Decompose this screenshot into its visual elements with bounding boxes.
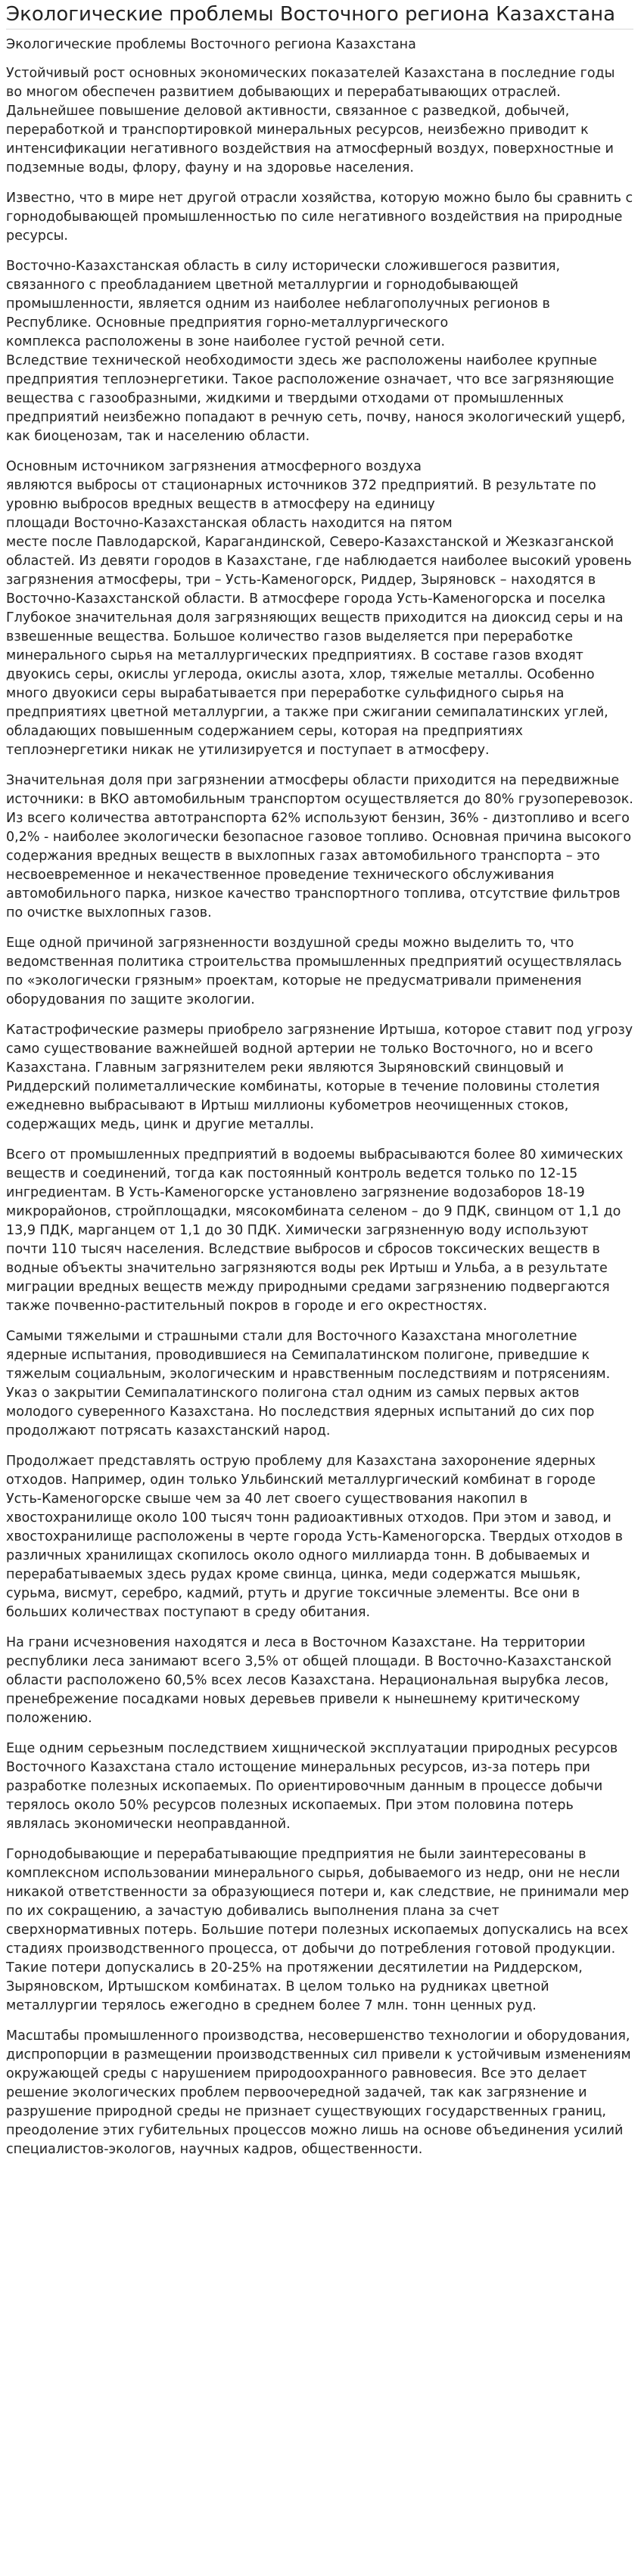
paragraph-5: Значительная доля при загрязнении атмосферы области приходится на передвижные источники: в ВКО автомобильным транспортом осуществляется до 80% грузоперевозок. Из всего количества автотранспорта 62% используют бензин, 36% - дизтопливо и всего 0,2% - наиболее экологически безопасное газовое топливо. Основная причина высокого содержания вредных веществ в выхлопных газах автомобильного транспорта – это несвоевременное и некачественное проведение технического обслуживания автомобильного парка, низкое качество транспортного топлива, отсутствие фильтров по очистке выхлопных газов. [6,773,633,920]
paragraph-8: Всего от промышленных предприятий в водоемы выбрасываются более 80 химических веществ и соединений, тогда как постоянный контроль ведется только по 12-15 ингредиентам. В Усть-Каменогорске установлено загрязнение водозаборов 18-19 микрорайонов, стройплощадки, мясокомбината селеном – до 9 ПДК, свинцом от 1,1 до 13,9 ПДК, марганцем от 1,1 до 30 ПДК. Химически загрязненную воду используют почти 110 тысяч населения. Вследствие выбросов и сбросов токсических веществ в водные объекты значительно загрязняются воды рек Иртыш и Ульба, а в результате миграции вредных веществ между природными средами загрязнению подвергаются также почвенно-растительный покров в городе и его окрестностях. [6,1147,624,1314]
paragraph-3: Восточно-Казахстанская область в силу исторически сложившегося развития, связанного с преобладанием цветной металлургии и горнодобывающей промышленности, является одним из наиболее неблагополучных регионов в Республике. Основные предприятия горно-металлургического комплекса расположены в зоне наиболее густой речной сети. Вследствие технической необходимости здесь же расположены наиболее крупные предприятия теплоэнергетики. Такое расположение означает, что все загрязняющие вещества с газообразными, жидкими и твердыми отходами от промышленных предприятий неизбежно попадают в речную сеть, почву, нанося экологический ущерб, как биоценозам, так и населению области. [6,259,626,444]
page-title: Экологические проблемы Восточного региона Казахстана [6,2,633,29]
paragraph-11: На грани исчезновения находятся и леса в Восточном Казахстане. На территории республики леса занимают всего 3,5% от общей площади. В Восточно-Казахстанской области расположено 60,5% всех лесов Казахстана. Нерациональная вырубка лесов, пренебрежение посадками новых деревьев привели к нынешнему критическому положению. [6,1635,612,1726]
article-body [6,64,633,2159]
article-subtitle: Экологические проблемы Восточного региона Казахстана [6,37,416,52]
paragraph-12: Еще одним серьезным последствием хищнической эксплуатации природных ресурсов Восточного Казахстана стало истощение минеральных ресурсов, из-за потерь при разработке полезных ископаемых. По ориентировочным данным в процессе добычи терялось около 50% ресурсов полезных ископаемых. При этом половина потерь являлась экономически неоправданной. [6,1741,618,1832]
paragraph-6: Еще одной причиной загрязненности воздушной среды можно выделить то, что ведомственная политика строительства промышленных предприятий осуществлялась по «экологически грязным» проектам, которые не предусматривали применения оборудования по защите экологии. [6,936,622,1007]
paragraph-9: Самыми тяжелыми и страшными стали для Восточного Казахстана многолетние ядерные испытания, проводившиеся на Семипалатинском полигоне, приведшие к тяжелым социальным, экологическим и нравственным последствиям и потрясениям. Указ о закрытии Семипалатинского полигона стал одним из самых первых актов молодого суверенного Казахстана. Но последствия ядерных испытаний до сих пор продолжают потрясать казахстанский народ. [6,1329,611,1439]
paragraph-4: Основным источником загрязнения атмосферного воздуха являются выбросы от стационарных источников 372 предприятий. В результате по уровню выбросов вредных веществ в атмосферу на единицу площади Восточно-Казахстанская область находится на пятом месте после Павлодарской, Карагандинской, Северо-Казахстанской и Жезказганской областей. Из девяти городов в Казахстане, где наблюдается наиболее высокий уровень загрязнения атмосферы, три – Усть-Каменогорск, Риддер, Зыряновск – находятся в Восточно-Казахстанской области. В атмосфере города Усть-Каменогорска и поселка Глубокое значительная доля загрязняющих веществ приходится на диоксид серы и на взвешенные вещества. Большое количество газов выделяется при переработке минерального сырья на металлургических предприятиях. В составе газов входят двуокись серы, окислы углерода, окислы азота, хлор, тяжелые металлы. Особенно много двуокиси серы вырабатывается при переработке сульфидного сырья на предприятиях цветной металлургии, а также при сжигании семипалатинских углей, обладающих повышенным содержанием серы, которая на предприятиях теплоэнергетики никак не утилизируется и поступает в атмосферу. [6,459,632,758]
article [0,2,641,2159]
paragraph-2: Известно, что в мире нет другой отрасли хозяйства, которую можно было бы сравнить с горнодобывающей промышленностью по силе негативного воздействия на природные ресурсы. [6,191,633,244]
paragraph-14: Масштабы промышленного производства, несовершенство технологии и оборудования, диспропорции в размещении производственных сил привели к устойчивым изменениям окружающей среды с нарушением природоохранного равновесия. Все это делает решение экологических проблем первоочередной задачей, так как загрязнение и разрушение природной среды не признает существующих государственных границ, преодоление этих губительных процессов можно лишь на основе объединения усилий специалистов-экологов, научных кадров, общественности. [6,2028,631,2157]
paragraph-13: Горнодобывающие и перерабатывающие предприятия не были заинтересованы в комплексном использовании минерального сырья, добываемого из недр, они не несли никакой ответственности за образующиеся потери и, как следствие, не принимали мер по их сокращению, а зачастую добивались выполнения плана за счет сверхнормативных потерь. Большие потери полезных ископаемых допускались на всех стадиях производственного процесса, от добычи до потребления готовой продукции. Такие потери допускались в 20-25% на протяжении десятилетии на Риддерском, Зыряновском, Иртышском комбинатах. В целом только на рудниках цветной металлургии терялось ежегодно в среднем более 7 млн. тонн ценных руд. [6,1847,630,2013]
paragraph-10: Продолжает представлять острую проблему для Казахстана захоронение ядерных отходов. Например, один только Ульбинский металлургический комбинат в городе Усть-Каменогорске свыше чем за 40 лет своего существования накопил в хвостохранилище около 100 тысяч тонн радиоактивных отходов. При этом и завод, и хвостохранилище расположены в черте города Усть-Каменогорска. Твердых отходов в различных хранилищах скопилось около одного миллиарда тонн. В добываемых и перерабатываемых здесь рудах кроме свинца, цинка, меди содержатся мышьяк, сурьма, висмут, серебро, кадмий, ртуть и другие токсичные элементы. Все они в больших количествах поступают в среду обитания. [6,1454,623,1620]
paragraph-1: Устойчивый рост основных экономических показателей Казахстана в последние годы во многом обеспечен развитием добывающих и перерабатывающих отраслей. Дальнейшее повышение деловой активности, связанное с разведкой, добычей, переработкой и транспортировкой минеральных ресурсов, неизбежно приводит к интенсификации негативного воздействия на атмосферный воздух, поверхностные и подземные воды, флору, фауну и на здоровье населения. [6,66,615,175]
paragraph-7: Катастрофические размеры приобрело загрязнение Иртыша, которое ставит под угрозу само существование важнейшей водной артерии не только Восточного, но и всего Казахстана. Главным загрязнителем реки являются Зыряновский свинцовый и Риддерский полиметаллические комбинаты, которые в течение половины столетия ежедневно выбрасывают в Иртыш миллионы кубометров неочищенных стоков, содержащих медь, цинк и другие металлы. [6,1023,633,1132]
